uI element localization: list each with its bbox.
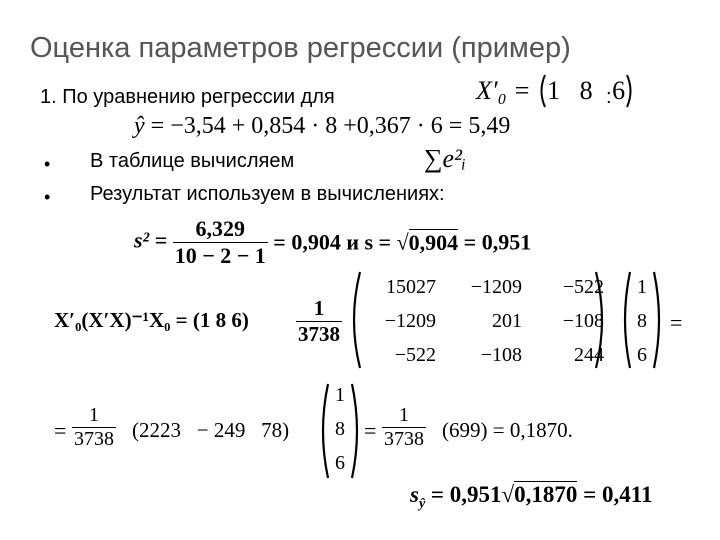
sy-sqrt: √0,1870 bbox=[501, 482, 578, 507]
s2-sqrt-arg: 0,904 bbox=[408, 229, 459, 255]
sum-e-squared: ∑e²ᵢ bbox=[424, 144, 466, 173]
yhat-expression: = −3,54 + 0,854 · 8 +0,367 · 6 = 5,49 bbox=[150, 113, 511, 139]
bullet-dot-2: • bbox=[44, 187, 51, 207]
sy-label: s bbox=[410, 482, 419, 507]
s2-lhs: s² = bbox=[134, 227, 168, 253]
frac-2-den: 3738 bbox=[74, 428, 114, 450]
s2-sqrt: √0,904 bbox=[396, 229, 459, 255]
quad-frac-den: 3738 bbox=[298, 322, 340, 346]
sy-mid: = 0,951 bbox=[430, 482, 502, 507]
s2-denominator: 10 − 2 − 1 bbox=[174, 243, 266, 268]
quad-frac-num: 1 bbox=[296, 296, 342, 322]
cv1-3: 6 bbox=[637, 344, 647, 366]
sy-sqrt-arg: 0,1870 bbox=[514, 482, 578, 507]
bullet-1-text: В таблице вычисляем bbox=[90, 150, 295, 172]
quad-lhs: X′₀(X′X)⁻¹X₀ = (1 8 6) bbox=[54, 308, 249, 332]
equals-sign-3: = bbox=[364, 418, 377, 443]
cv2-1: 1 bbox=[335, 384, 345, 406]
m-r2-c2: 201 bbox=[492, 310, 522, 332]
frac-3 bbox=[382, 404, 426, 451]
result-0-1870: (699) = 0,1870. bbox=[442, 418, 573, 442]
item-1-colon: : bbox=[606, 86, 612, 108]
s2-result: = 0,951 bbox=[463, 229, 532, 255]
yhat-equation bbox=[134, 113, 510, 140]
sy-subscript: ŷ bbox=[418, 496, 426, 512]
m-r3-c3: 244 bbox=[574, 344, 604, 366]
slide-title: Оценка параметров регрессии (пример) bbox=[30, 32, 571, 64]
s2-numerator: 6,329 bbox=[173, 216, 268, 243]
m-r3-c1: −522 bbox=[394, 344, 436, 366]
frac-2 bbox=[72, 404, 116, 451]
m-r2-c3: −108 bbox=[562, 310, 604, 332]
cv1-1: 1 bbox=[637, 276, 647, 298]
cv1-2: 8 bbox=[637, 310, 647, 332]
item-1-text: 1. По уравнению регрессии для bbox=[40, 86, 335, 108]
cv2-2: 8 bbox=[335, 418, 345, 440]
s2-equation bbox=[134, 216, 531, 269]
x0-vector bbox=[537, 76, 635, 106]
x0-v1: 1 bbox=[547, 76, 561, 105]
bullet-2-text: Результат используем в вычислениях: bbox=[90, 183, 445, 205]
sy-result: = 0,411 bbox=[583, 482, 653, 507]
yhat-label: ŷ bbox=[134, 113, 145, 139]
m-r3-c2: −108 bbox=[480, 344, 522, 366]
m-r2-c1: −1209 bbox=[384, 310, 436, 332]
cv2-3: 6 bbox=[335, 452, 345, 474]
x0-v2: 8 bbox=[579, 76, 593, 105]
row-vector: (2223 − 249 78) bbox=[132, 418, 290, 442]
s2-fraction bbox=[173, 216, 268, 269]
m-r1-c3: −522 bbox=[562, 276, 604, 298]
m-r1-c1: 15027 bbox=[386, 276, 436, 298]
s2-rhs: = 0,904 и s = bbox=[273, 229, 392, 255]
bullet-dot-1: • bbox=[44, 154, 51, 174]
equals-sign-1: = bbox=[670, 310, 683, 335]
equals-sign-2: = bbox=[54, 418, 67, 443]
frac-3-den: 3738 bbox=[384, 428, 424, 450]
frac-2-num: 1 bbox=[72, 404, 116, 428]
x0-v3: 6 bbox=[612, 76, 626, 105]
x0-label: X′₀ = bbox=[476, 76, 531, 105]
sy-equation bbox=[410, 482, 653, 513]
quad-fraction bbox=[296, 296, 342, 347]
m-r1-c2: −1209 bbox=[470, 276, 522, 298]
frac-3-num: 1 bbox=[382, 404, 426, 428]
